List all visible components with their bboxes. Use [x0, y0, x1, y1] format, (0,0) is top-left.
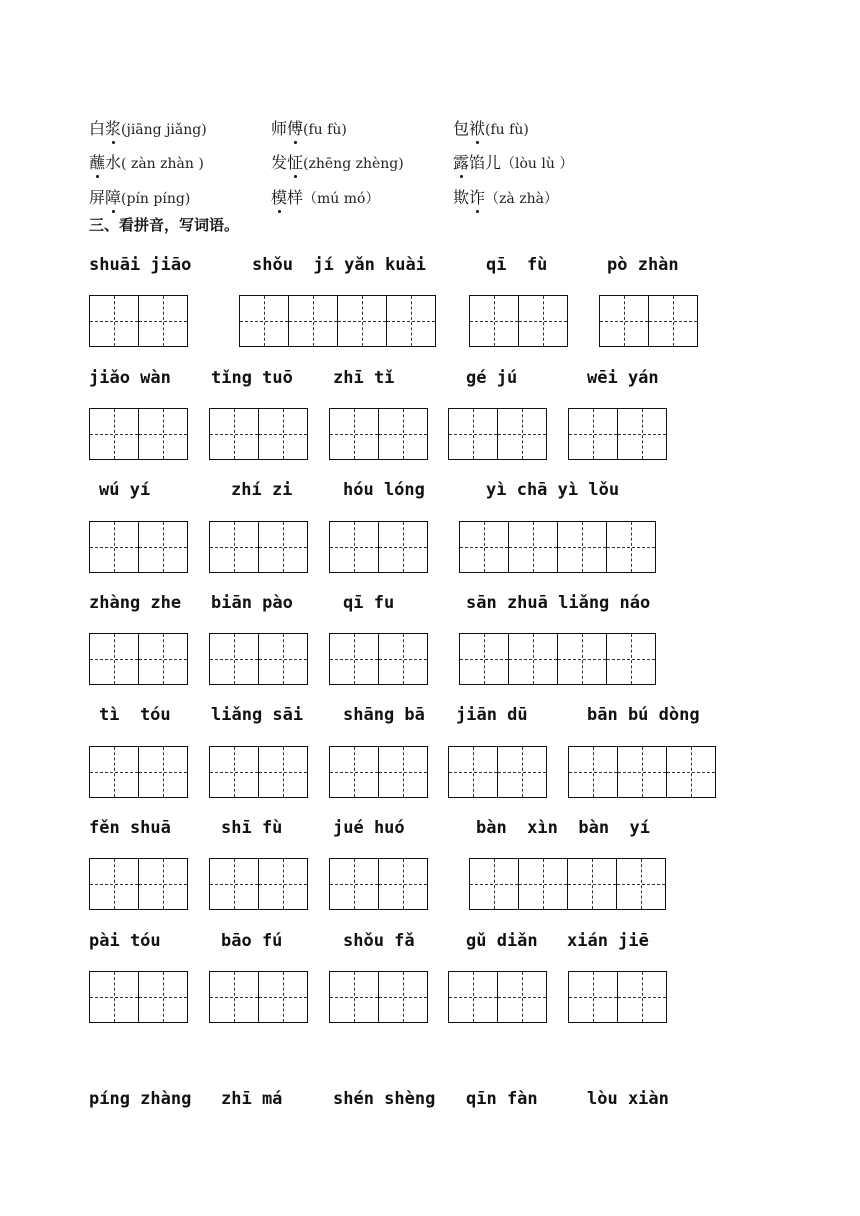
- dotted-char: 障: [105, 185, 121, 208]
- polyphone-item: [271, 150, 404, 173]
- writing-grid[interactable]: [89, 633, 188, 685]
- writing-grid[interactable]: [448, 971, 547, 1023]
- pinyin-label: shī fù: [221, 818, 283, 838]
- pinyin-label: zhī má: [221, 1089, 283, 1109]
- pinyin-label: shuāi jiāo: [89, 255, 192, 275]
- writing-grid[interactable]: [469, 858, 666, 910]
- dotted-char: 露: [453, 150, 469, 173]
- pinyin-label: qī fù: [486, 255, 548, 275]
- pinyin-label: jiǎo wàn: [89, 368, 171, 388]
- dotted-char: 诈: [469, 185, 485, 208]
- word-part: 发: [271, 153, 288, 172]
- word-part: 包: [453, 119, 470, 138]
- pinyin-label: liǎng sāi: [211, 705, 304, 725]
- writing-grid[interactable]: [568, 408, 667, 460]
- polyphone-item: [89, 185, 190, 208]
- word-part: 白: [89, 119, 106, 138]
- polyphone-item: [89, 116, 207, 139]
- pinyin-label: shǒu fǎ: [343, 931, 415, 951]
- word-part: 水: [105, 153, 122, 172]
- pinyin-label: zhī tǐ: [333, 368, 395, 388]
- pinyin-label: xián jiē: [567, 931, 649, 951]
- writing-grid[interactable]: [89, 746, 188, 798]
- writing-grid[interactable]: [89, 408, 188, 460]
- pinyin-label: tǐng tuō: [211, 368, 293, 388]
- writing-grid[interactable]: [209, 633, 308, 685]
- pinyin-label: wú yí: [99, 480, 151, 500]
- pinyin-label: pài tóu: [89, 931, 161, 951]
- pinyin-options: （zà zhà）: [485, 191, 558, 207]
- dotted-char: 傅: [287, 116, 303, 139]
- word-part: 师: [271, 119, 288, 138]
- polyphone-item: [271, 116, 347, 139]
- pinyin-label: qī fu: [343, 593, 395, 613]
- writing-grid[interactable]: [209, 971, 308, 1023]
- writing-grid[interactable]: [329, 858, 428, 910]
- pinyin-label: bāo fú: [221, 931, 283, 951]
- pinyin-label: jiān dū: [456, 705, 528, 725]
- pinyin-label: bàn xìn bàn yí: [476, 818, 650, 838]
- pinyin-label: hóu lóng: [343, 480, 425, 500]
- pinyin-label: gé jú: [466, 368, 518, 388]
- pinyin-options: (fu fù): [303, 122, 347, 138]
- writing-grid[interactable]: [469, 295, 568, 347]
- writing-grid[interactable]: [329, 521, 428, 573]
- pinyin-label: bān bú dòng: [587, 705, 700, 725]
- pinyin-label: gǔ diǎn: [466, 931, 538, 951]
- pinyin-options: (jiāng jiǎng): [121, 122, 207, 138]
- pinyin-label: shāng bā: [343, 705, 425, 725]
- pinyin-label: pò zhàn: [607, 255, 679, 275]
- pinyin-label: jué huó: [333, 818, 405, 838]
- writing-grid[interactable]: [89, 295, 188, 347]
- writing-grid[interactable]: [448, 408, 547, 460]
- writing-grid[interactable]: [209, 746, 308, 798]
- pinyin-label: yì chā yì lǒu: [486, 480, 620, 500]
- section-heading: 三、看拼音，写词语。: [89, 216, 240, 234]
- pinyin-options: （mú mó）: [303, 191, 380, 207]
- writing-grid[interactable]: [329, 633, 428, 685]
- writing-grid[interactable]: [239, 295, 436, 347]
- writing-grid[interactable]: [209, 858, 308, 910]
- writing-grid[interactable]: [89, 971, 188, 1023]
- pinyin-label: fěn shuā: [89, 818, 171, 838]
- pinyin-label: wēi yán: [587, 368, 659, 388]
- writing-grid[interactable]: [568, 971, 667, 1023]
- writing-grid[interactable]: [599, 295, 698, 347]
- pinyin-options: （lòu lù ）: [501, 156, 574, 172]
- pinyin-label: shǒu jí yǎn kuài: [252, 255, 426, 275]
- pinyin-label: tì tóu: [99, 705, 171, 725]
- word-part: 馅儿: [469, 153, 502, 172]
- writing-grid[interactable]: [448, 746, 547, 798]
- pinyin-options: ( zàn zhàn ): [121, 156, 204, 172]
- pinyin-options: (pín píng): [121, 191, 191, 207]
- pinyin-options: (zhēng zhèng): [303, 156, 404, 172]
- pinyin-label: zhàng zhe: [89, 593, 182, 613]
- writing-grid[interactable]: [568, 746, 716, 798]
- polyphone-item: [453, 116, 529, 139]
- writing-grid[interactable]: [459, 633, 656, 685]
- pinyin-label: biān pào: [211, 593, 293, 613]
- pinyin-label: zhí zi: [231, 480, 293, 500]
- writing-grid[interactable]: [459, 521, 656, 573]
- pinyin-label: sān zhuā liǎng náo: [466, 593, 651, 613]
- pinyin-label: qīn fàn: [466, 1089, 538, 1109]
- writing-grid[interactable]: [209, 521, 308, 573]
- writing-grid[interactable]: [89, 858, 188, 910]
- polyphone-item: [271, 185, 379, 208]
- writing-grid[interactable]: [89, 521, 188, 573]
- pinyin-label: píng zhàng: [89, 1089, 192, 1109]
- dotted-char: 浆: [105, 116, 121, 139]
- writing-grid[interactable]: [209, 408, 308, 460]
- dotted-char: 蘸: [89, 150, 105, 173]
- word-part: 样: [287, 188, 304, 207]
- writing-grid[interactable]: [329, 971, 428, 1023]
- pinyin-label: shén shèng: [333, 1089, 436, 1109]
- word-part: 屏: [89, 188, 106, 207]
- polyphone-item: [453, 185, 558, 208]
- word-part: 欺: [453, 188, 470, 207]
- dotted-char: 怔: [287, 150, 303, 173]
- pinyin-options: (fu fù): [485, 122, 529, 138]
- writing-grid[interactable]: [329, 408, 428, 460]
- dotted-char: 袱: [469, 116, 485, 139]
- writing-grid[interactable]: [329, 746, 428, 798]
- polyphone-item: [89, 150, 204, 173]
- polyphone-item: [453, 150, 573, 173]
- dotted-char: 模: [271, 185, 287, 208]
- pinyin-label: lòu xiàn: [587, 1089, 669, 1109]
